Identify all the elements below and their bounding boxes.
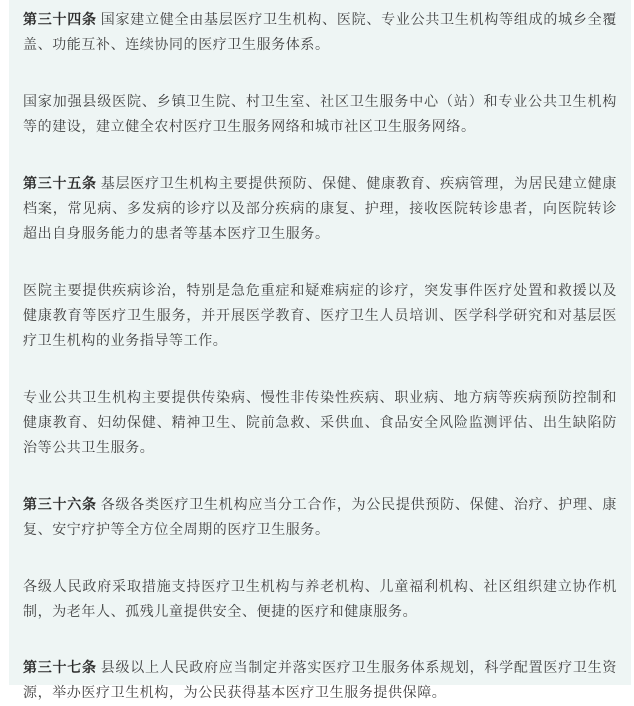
paragraph-text: 县级以上人民政府应当制定并落实医疗卫生服务体系规划，科学配置医疗卫生资源，举办医疗卫生机构，为公民获得基本医疗卫生服务提供保障。 [23, 660, 618, 701]
paragraph-text: 专业公共卫生机构主要提供传染病、慢性非传染性疾病、职业病、地方病等疾病预防控制和健康教育、妇幼保健、精神卫生、院前急救、采供血、食品安全风险监测评估、出生缺陷防治等公共卫生服务。 [23, 390, 617, 456]
article-number: 第三十四条 [23, 12, 97, 28]
article-number: 第三十六条 [23, 497, 97, 513]
paragraph-text: 各级人民政府采取措施支持医疗卫生机构与养老机构、儿童福利机构、社区组织建立协作机制，为老年人、孤残儿童提供安全、便捷的医疗和健康服务。 [23, 579, 617, 620]
article-panel [9, 0, 631, 701]
paragraph-text: 医院主要提供疾病诊治，特别是急危重症和疑难病症的诊疗，突发事件医疗处置和救援以及健康教育等医疗卫生服务，并开展医学教育、医疗卫生人员培训、医学科学研究和对基层医疗卫生机构的业务指导等工作。 [23, 283, 617, 349]
article-number: 第三十五条 [23, 176, 97, 192]
article-number: 第三十七条 [23, 660, 97, 676]
paragraph-text: 国家建立健全由基层医疗卫生机构、医院、专业公共卫生机构等组成的城乡全覆盖、功能互补、连续协同的医疗卫生服务体系。 [23, 12, 618, 53]
paragraph-text: 基层医疗卫生机构主要提供预防、保健、健康教育、疾病管理，为居民建立健康档案，常见病、多发病的诊疗以及部分疾病的康复、护理，接收医院转诊患者，向医院转诊超出自身服务能力的患者等基本医疗卫生服务。 [23, 176, 618, 242]
paragraph-article-37 [23, 656, 617, 706]
paragraph-public-health [23, 386, 617, 461]
paragraph-hospitals [23, 279, 617, 354]
paragraph-county-hospitals [23, 90, 617, 140]
paragraph-text: 国家加强县级医院、乡镇卫生院、村卫生室、社区卫生服务中心（站）和专业公共卫生机构等的建设，建立健全农村医疗卫生服务网络和城市社区卫生服务网络。 [23, 94, 617, 135]
paragraph-article-35 [23, 172, 617, 247]
paragraph-government-support [23, 575, 617, 625]
paragraph-text: 各级各类医疗卫生机构应当分工合作，为公民提供预防、保健、治疗、护理、康复、安宁疗护等全方位全周期的医疗卫生服务。 [23, 497, 618, 538]
paragraph-article-34 [23, 8, 617, 58]
paragraph-article-36 [23, 493, 617, 543]
